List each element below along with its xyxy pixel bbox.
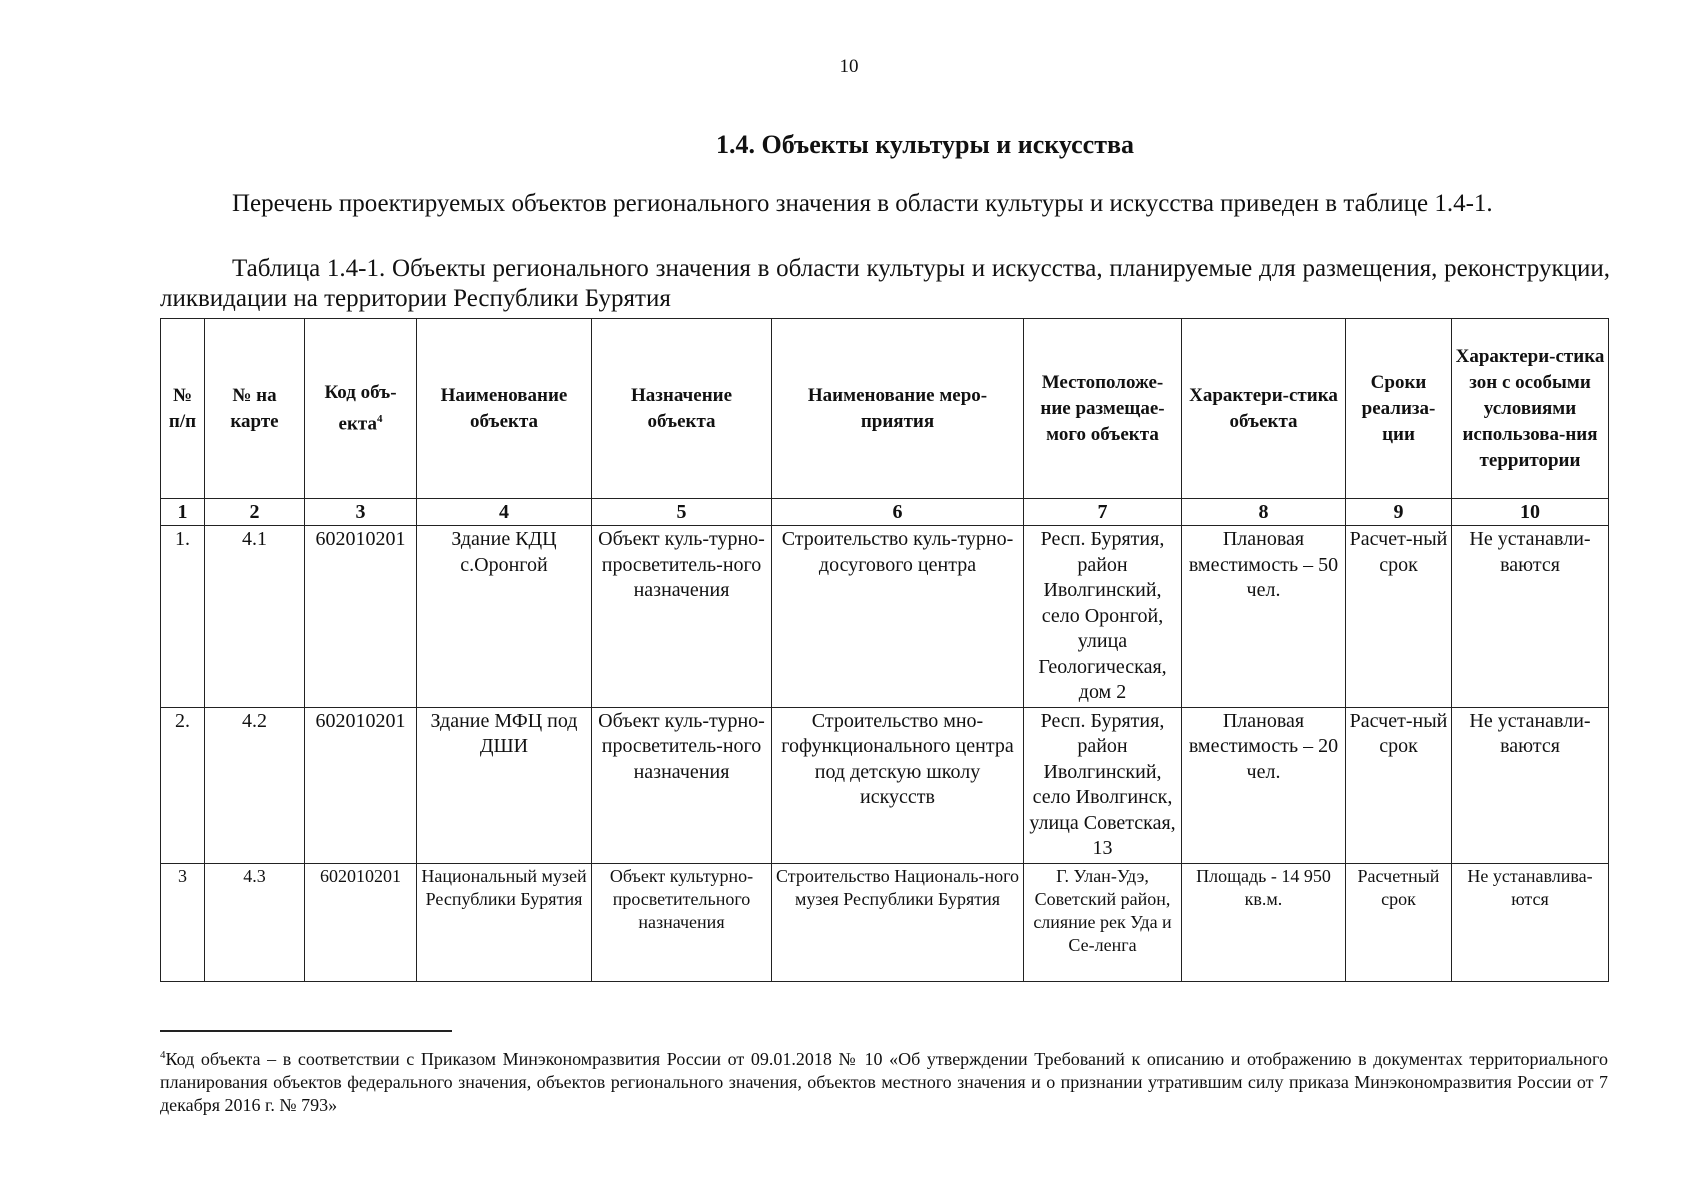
header-cell: Назначение объекта	[592, 319, 772, 499]
cell-number: 1.	[161, 526, 205, 708]
cell-location: Г. Улан-Удэ, Советский район, слияние рек Уда и Се-ленга	[1024, 863, 1182, 981]
footnote-ref: 4	[376, 412, 383, 425]
page-number: 10	[839, 56, 859, 77]
culture-objects-table	[160, 318, 1609, 982]
footnote-mark: 4	[160, 1049, 166, 1061]
cell-object-code: 602010201	[305, 863, 417, 981]
table-row	[161, 863, 1609, 981]
cell-object-purpose: Объект культурно-просветительного назначения	[592, 863, 772, 981]
cell-object-code: 602010201	[305, 526, 417, 708]
cell-map-number: 4.1	[205, 526, 305, 708]
header-cell	[305, 319, 417, 499]
footnote-separator	[160, 1030, 452, 1032]
table-row	[161, 707, 1609, 863]
table-row	[161, 526, 1609, 708]
header-cell: Местоположе-ние размещае-мого объекта	[1024, 319, 1182, 499]
cell-characteristic: Площадь - 14 950 кв.м.	[1182, 863, 1346, 981]
cell-number: 2.	[161, 707, 205, 863]
column-number: 6	[772, 499, 1024, 526]
header-code-label: Код объ-екта	[324, 381, 397, 435]
cell-event-name: Строительство Националь-ного музея Республики Бурятия	[772, 863, 1024, 981]
cell-zones: Не устанавли-ваются	[1452, 707, 1609, 863]
header-cell: Наименование объекта	[417, 319, 592, 499]
column-number: 10	[1452, 499, 1609, 526]
column-number: 4	[417, 499, 592, 526]
cell-zones: Не устанавлива-ются	[1452, 863, 1609, 981]
header-cell: № на карте	[205, 319, 305, 499]
cell-terms: Расчет-ный срок	[1346, 707, 1452, 863]
cell-zones: Не устанавли-ваются	[1452, 526, 1609, 708]
cell-characteristic: Плановая вместимость – 20 чел.	[1182, 707, 1346, 863]
cell-object-purpose: Объект куль-турно-просветитель-ного назначения	[592, 707, 772, 863]
column-number: 5	[592, 499, 772, 526]
table-caption: Таблица 1.4-1. Объекты регионального значения в области культуры и искусства, планируемые для размещения, реконструкции, ликвидации на территории Республики Бурятия	[160, 255, 1610, 312]
header-cell: № п/п	[161, 319, 205, 499]
column-number: 9	[1346, 499, 1452, 526]
header-cell: Сроки реализа-ции	[1346, 319, 1452, 499]
column-number: 3	[305, 499, 417, 526]
column-number: 7	[1024, 499, 1182, 526]
column-number-row	[161, 499, 1609, 526]
cell-object-code: 602010201	[305, 707, 417, 863]
cell-number: 3	[161, 863, 205, 981]
cell-terms: Расчетный срок	[1346, 863, 1452, 981]
cell-location: Респ. Бурятия, район Иволгинский, село Оронгой, улица Геологическая, дом 2	[1024, 526, 1182, 708]
cell-event-name: Строительство куль-турно-досугового центра	[772, 526, 1024, 708]
cell-object-name: Здание МФЦ под ДШИ	[417, 707, 592, 863]
cell-characteristic: Плановая вместимость – 50 чел.	[1182, 526, 1346, 708]
section-heading: 1.4. Объекты культуры и искусства	[715, 130, 1135, 159]
cell-map-number: 4.2	[205, 707, 305, 863]
cell-event-name: Строительство мно-гофункционального центра под детскую школу искусств	[772, 707, 1024, 863]
cell-object-purpose: Объект куль-турно-просветитель-ного назначения	[592, 526, 772, 708]
column-number: 1	[161, 499, 205, 526]
header-cell: Наименование меро-приятия	[772, 319, 1024, 499]
header-row	[161, 319, 1609, 499]
header-cell: Характери-стика зон с особыми условиями использова-ния территории	[1452, 319, 1609, 499]
column-number: 8	[1182, 499, 1346, 526]
cell-object-name: Национальный музей Республики Бурятия	[417, 863, 592, 981]
intro-paragraph: Перечень проектируемых объектов регионального значения в области культуры и искусства приведен в таблице 1.4-1.	[232, 190, 1493, 217]
column-number: 2	[205, 499, 305, 526]
cell-map-number: 4.3	[205, 863, 305, 981]
cell-terms: Расчет-ный срок	[1346, 526, 1452, 708]
footnote	[160, 1044, 1608, 1117]
cell-object-name: Здание КДЦ с.Оронгой	[417, 526, 592, 708]
header-cell: Характери-стика объекта	[1182, 319, 1346, 499]
cell-location: Респ. Бурятия, район Иволгинский, село Иволгинск, улица Советская, 13	[1024, 707, 1182, 863]
footnote-text: Код объекта – в соответствии с Приказом Минэкономразвития России от 09.01.2018 № 10 «Об утверждении Требований к описанию и отображению в документах территориального планирования объектов федерального значения, объектов регионального значения, объектов местного значения и о признании утратившим силу приказа Минэкономразвития России от 7 декабря 2016 г. № 793»	[160, 1049, 1608, 1115]
